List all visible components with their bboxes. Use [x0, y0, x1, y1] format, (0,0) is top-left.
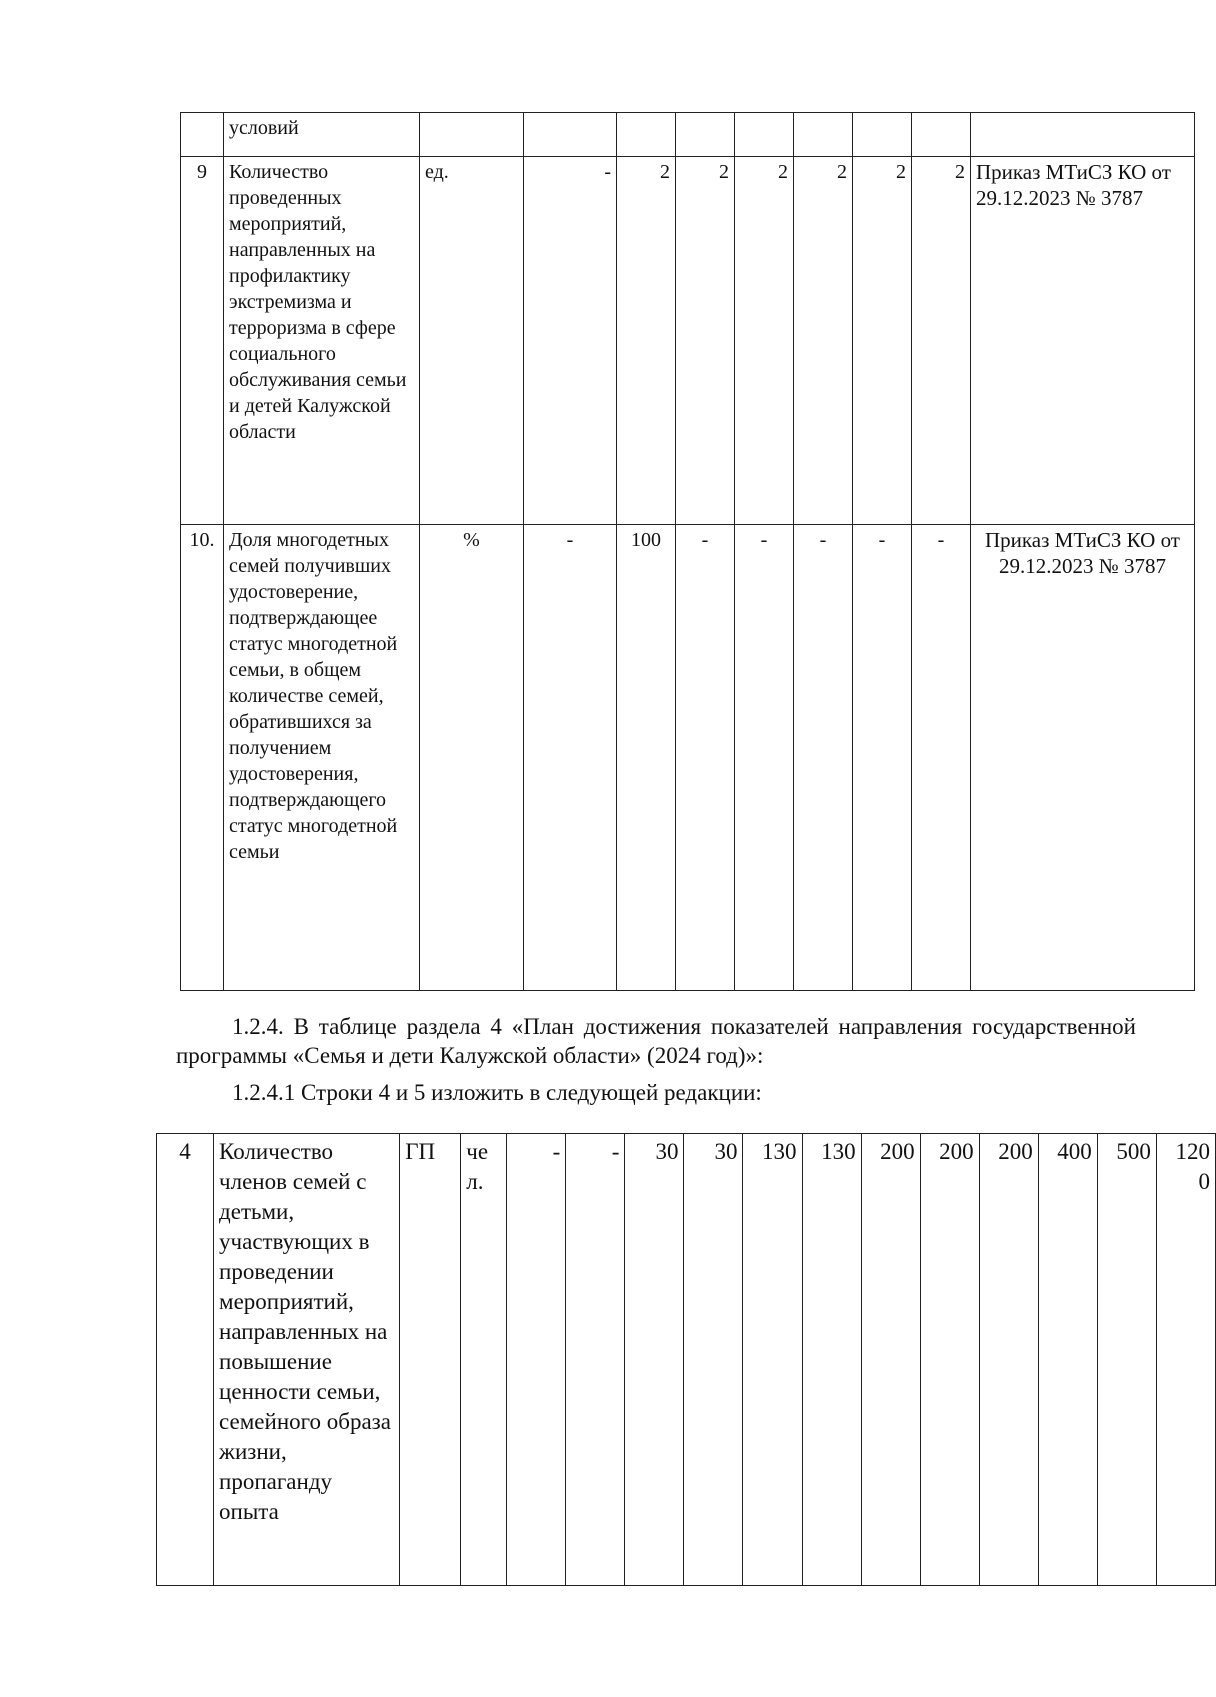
table-row [181, 525, 1195, 991]
value-cell: 500 [1097, 1134, 1156, 1586]
indicator-name: условий [224, 113, 420, 157]
value-cell: - [912, 525, 971, 991]
row-number: 4 [157, 1134, 214, 1586]
table-row [181, 157, 1195, 525]
value-cell: 200 [861, 1134, 920, 1586]
source-document: Приказ МТиСЗ КО от 29.12.2023 № 3787 [971, 157, 1195, 525]
value-cell: 400 [1038, 1134, 1097, 1586]
amendment-paragraph: 1.2.4. В таблице раздела 4 «План достижения показателей направления государственной программы «Семья и дети Калужской области» (2024 год)»: [176, 1014, 1136, 1068]
unit-cell: че л. [461, 1134, 507, 1586]
value-cell: 100 [617, 525, 676, 991]
value-cell: 130 [743, 1134, 802, 1586]
value-cell: 130 [802, 1134, 861, 1586]
table-row [181, 113, 1195, 157]
table-row [157, 1134, 1216, 1586]
value-cell: 30 [625, 1134, 684, 1586]
value-cell: - [735, 525, 794, 991]
value-cell: - [676, 525, 735, 991]
value-cell: - [524, 525, 617, 991]
source-document: Приказ МТиСЗ КО от 29.12.2023 № 3787 [971, 525, 1195, 991]
value-cell: 200 [920, 1134, 979, 1586]
amendment-subparagraph: 1.2.4.1 Строки 4 и 5 изложить в следующей редакции: [232, 1080, 762, 1105]
row-number: 9 [181, 157, 224, 525]
value-cell: 2 [794, 157, 853, 525]
value-cell: 200 [979, 1134, 1038, 1586]
value-cell: - [853, 525, 912, 991]
value-cell: 2 [676, 157, 735, 525]
value-cell: - [524, 157, 617, 525]
indicators-table-continuation [180, 112, 1195, 991]
value-cell: - [794, 525, 853, 991]
indicator-name: Доля многодетных семей получивших удостоверение, подтверждающее статус многодетной семьи, в общем количестве семей, обратившихся за получением удостоверения, подтверждающего статус многодетной семьи [224, 525, 420, 991]
indicator-name: Количество проведенных мероприятий, направленных на профилактику экстремизма и терроризма в сфере социального обслуживания семьи и детей Калужской области [224, 157, 420, 525]
value-cell: - [507, 1134, 566, 1586]
value-cell: 2 [735, 157, 794, 525]
value-cell: 2 [617, 157, 676, 525]
unit-cell: % [420, 525, 524, 991]
row-number: 10. [181, 525, 224, 991]
unit-cell: ед. [420, 157, 524, 525]
value-cell: - [566, 1134, 625, 1586]
indicator-name: Количество членов семей с детьми, участвующих в проведении мероприятий, направленных на повышение ценности семьи, семейного образа жизни, пропаганду опыта [214, 1134, 400, 1586]
value-cell: 120 0 [1156, 1134, 1215, 1586]
value-cell: 2 [912, 157, 971, 525]
value-cell: 2 [853, 157, 912, 525]
value-cell: 30 [684, 1134, 743, 1586]
plan-table-row4 [156, 1133, 1216, 1586]
level-cell: ГП [400, 1134, 461, 1586]
